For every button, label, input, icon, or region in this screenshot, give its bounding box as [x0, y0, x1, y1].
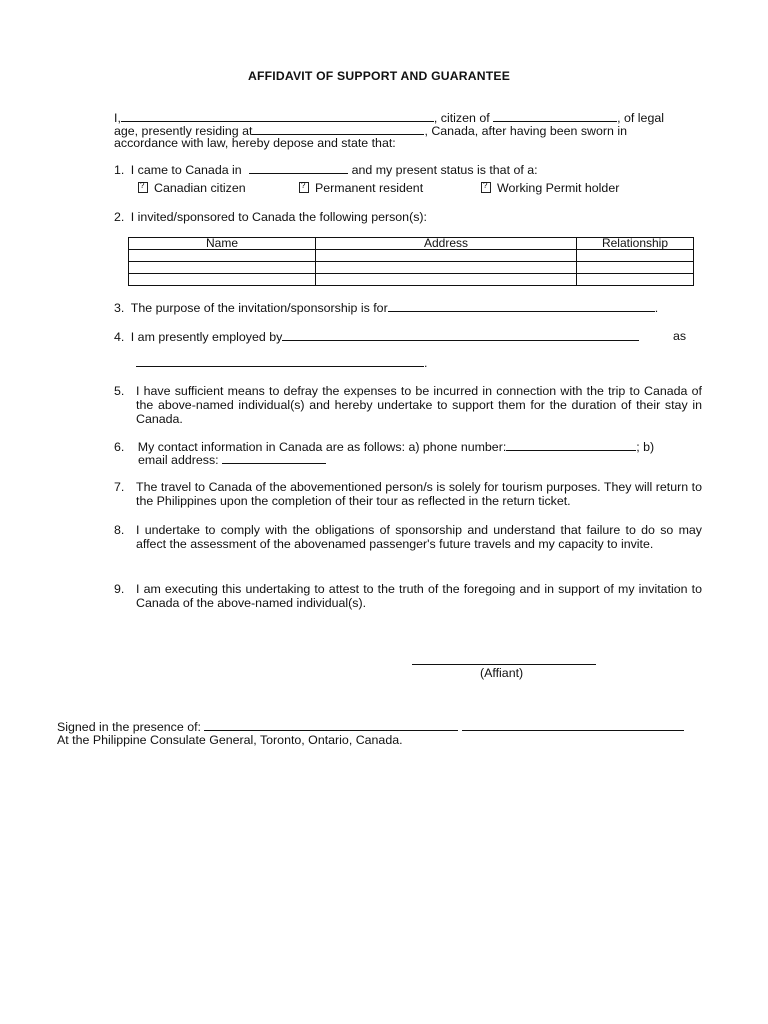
item-4-line-2 — [136, 355, 427, 370]
position-blank[interactable] — [136, 355, 424, 367]
item-5-number: 5. — [114, 384, 125, 398]
consulate-line: At the Philippine Consulate General, Toronto, Ontario, Canada. — [57, 733, 403, 747]
item-9 — [114, 582, 702, 610]
item-6-b: ; b) — [636, 440, 655, 454]
status-option-label: Working Permit holder — [497, 181, 620, 195]
column-header-name: Name — [129, 238, 316, 250]
employer-blank[interactable] — [282, 329, 639, 341]
arrival-date-blank[interactable] — [249, 162, 348, 174]
table-cell[interactable] — [577, 250, 694, 262]
item-2-number: 2. — [114, 210, 125, 224]
witness-1-blank[interactable] — [204, 719, 458, 731]
table-row — [129, 262, 694, 274]
phone-blank[interactable] — [506, 439, 636, 451]
email-blank[interactable] — [222, 452, 326, 464]
table-cell[interactable] — [316, 274, 577, 286]
item-8-number: 8. — [114, 523, 125, 537]
item-6-email-label: email address: — [138, 453, 219, 467]
table-cell[interactable] — [577, 274, 694, 286]
item-7-number: 7. — [114, 480, 125, 494]
item-6-text: My contact information in Canada are as follows: a) phone number: — [137, 440, 507, 454]
item-1-number: 1. — [114, 163, 125, 177]
table-row — [129, 250, 694, 262]
column-header-relationship: Relationship — [577, 238, 694, 250]
table-cell[interactable] — [316, 262, 577, 274]
item-4-period: . — [424, 356, 428, 370]
status-option-label: Permanent resident — [315, 181, 424, 195]
table-header-row — [129, 238, 694, 250]
table-cell[interactable] — [577, 262, 694, 274]
intro-i: I, — [114, 111, 121, 125]
status-option-permanent-resident[interactable] — [299, 181, 423, 195]
item-4-number: 4. — [114, 330, 125, 344]
item-3-number: 3. — [114, 301, 125, 315]
item-1-status: and my present status is that of a: — [351, 163, 538, 177]
citizenship-blank[interactable] — [493, 110, 617, 122]
table-cell[interactable] — [129, 262, 316, 274]
item-7 — [114, 480, 702, 508]
document-title: AFFIDAVIT OF SUPPORT AND GUARANTEE — [248, 69, 511, 83]
item-3-text: The purpose of the invitation/sponsorship is for — [130, 301, 388, 315]
item-8-text: I undertake to comply with the obligations of sponsorship and understand that failure to do so may affect the assessment of the abovenamed passenger's future travels and my capacity to invite. — [136, 523, 702, 551]
table-cell[interactable] — [316, 250, 577, 262]
intro-citizen-of: , citizen of — [433, 111, 490, 125]
checkbox-icon[interactable] — [481, 182, 491, 193]
item-9-text: I am executing this undertaking to attest to the truth of the foregoing and in support of my invitation to Canada of the above-named individual(s). — [136, 582, 702, 610]
item-2 — [114, 210, 427, 224]
persons-table — [128, 237, 694, 286]
intro-age-residing: age, presently residing at — [114, 124, 253, 138]
item-4 — [114, 329, 639, 344]
checkbox-icon[interactable] — [138, 182, 148, 193]
item-9-number: 9. — [114, 582, 125, 596]
item-4-text: I am presently employed by — [130, 330, 283, 344]
item-8 — [114, 523, 702, 551]
status-option-working-permit[interactable] — [481, 181, 619, 195]
item-1-came: I came to Canada in — [130, 163, 242, 177]
item-5-text: I have sufficient means to defray the expenses to be incurred in connection with the trip to Canada of the above-named individual(s) and hereby undertake to support them for the duration of their stay in Canada. — [136, 384, 702, 426]
item-3 — [114, 300, 658, 315]
table-row — [129, 274, 694, 286]
item-2-text: I invited/sponsored to Canada the following person(s): — [130, 210, 427, 224]
affiant-label: (Affiant) — [480, 666, 524, 680]
signed-label: Signed in the presence of: — [57, 720, 201, 734]
checkbox-icon[interactable] — [299, 182, 309, 193]
item-6-line-2 — [138, 452, 326, 467]
intro-canada-sworn: , Canada, after having been sworn in — [424, 124, 627, 138]
residence-blank[interactable] — [252, 123, 424, 135]
status-option-canadian-citizen[interactable] — [138, 181, 246, 195]
signed-in-presence — [57, 719, 684, 734]
item-1 — [114, 162, 538, 177]
table-cell[interactable] — [129, 250, 316, 262]
witness-2-blank[interactable] — [462, 719, 684, 731]
item-7-text: The travel to Canada of the abovementioned person/s is solely for tourism purposes. They will return to the Philippines upon the completion of their tour as reflected in the return ticket. — [136, 480, 702, 508]
column-header-address: Address — [316, 238, 577, 250]
purpose-blank[interactable] — [388, 300, 655, 312]
item-3-period: . — [654, 301, 659, 315]
affiant-signature-blank[interactable] — [412, 653, 596, 665]
intro-line-3: accordance with law, hereby depose and state that: — [114, 136, 396, 150]
status-option-label: Canadian citizen — [154, 181, 246, 195]
item-4-as: as — [673, 329, 687, 343]
item-5 — [114, 384, 702, 426]
item-6-number: 6. — [114, 440, 125, 454]
table-cell[interactable] — [129, 274, 316, 286]
name-blank[interactable] — [121, 110, 434, 122]
intro-of-legal: , of legal — [617, 111, 664, 125]
